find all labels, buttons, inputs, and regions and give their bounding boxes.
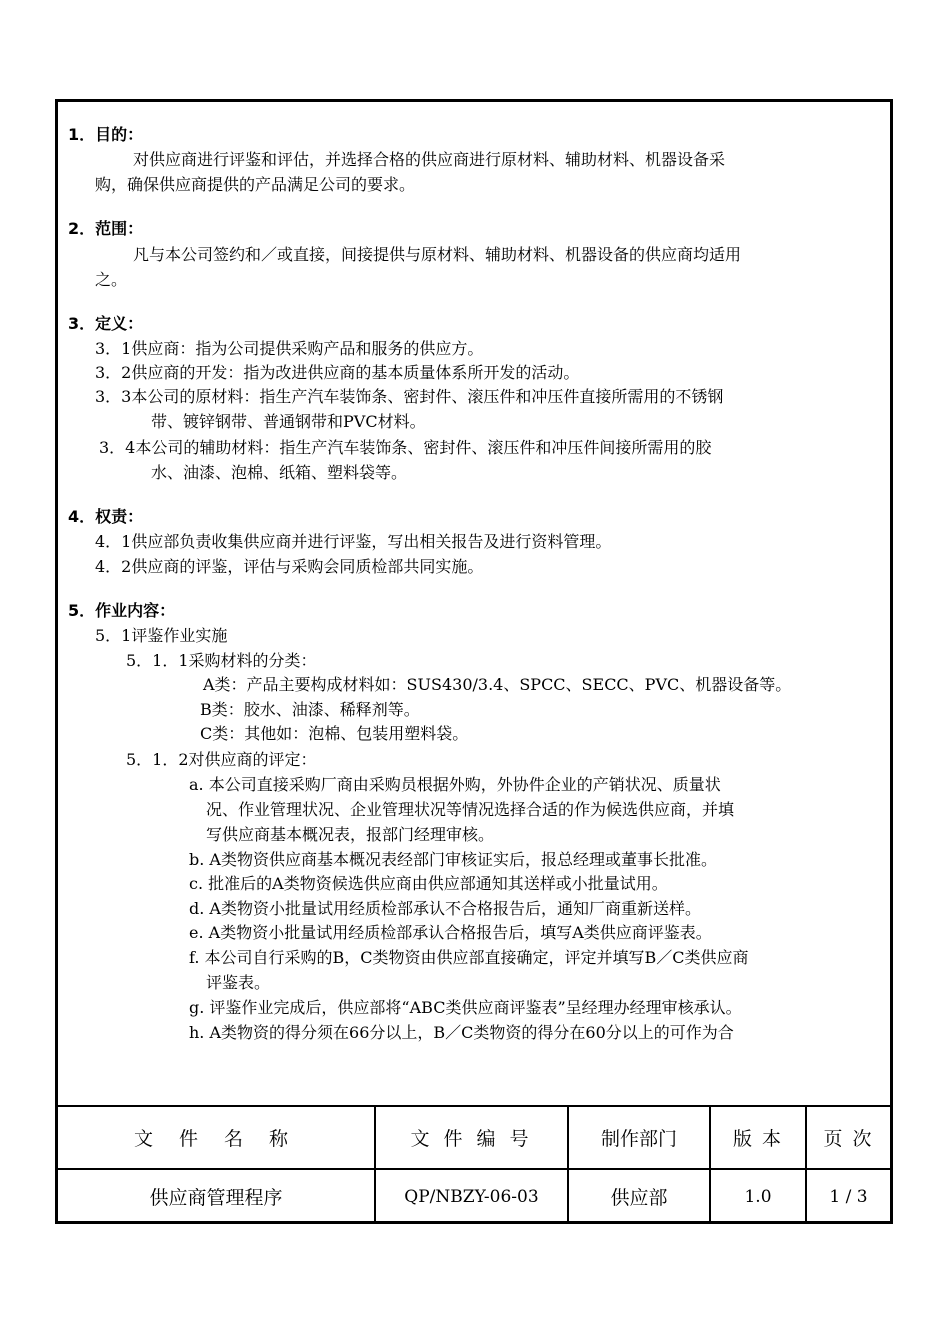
section-1-heading: 1．目的： (68, 125, 144, 144)
category-b: B类：胶水、油漆、稀释剂等。 (200, 700, 420, 719)
section-1-text-cont: 购，确保供应商提供的产品满足公司的要求。 (95, 175, 416, 194)
header-version: 版 本 (732, 1128, 784, 1150)
item-h: h. A类物资的得分须在66分以上，B／C类物资的得分在60分以上的可作为合 (189, 1023, 734, 1042)
section-4-heading: 4．权责： (68, 507, 144, 526)
item-f-cont: 评鉴表。 (206, 973, 271, 992)
value-file-code: QP/NBZY-06-03 (404, 1186, 539, 1207)
item-e: e. A类物资小批量试用经质检部承认合格报告后，填写A类供应商评鉴表。 (189, 923, 712, 942)
value-dept: 供应部 (610, 1187, 668, 1209)
document-body (58, 102, 890, 1105)
content-5-1-1: 5．1．1采购材料的分类： (126, 651, 317, 670)
value-file-name: 供应商管理程序 (149, 1187, 283, 1209)
definition-3-3-cont: 带、镀锌钢带、普通钢带和PVC材料。 (151, 412, 426, 431)
header-file-code: 文 件 编 号 (410, 1128, 533, 1150)
header-file-name: 文 件 名 称 (133, 1128, 299, 1150)
category-c: C类：其他如：泡棉、包装用塑料袋。 (200, 724, 469, 743)
definition-3-2: 3．2供应商的开发：指为改进供应商的基本质量体系所开发的活动。 (95, 363, 580, 382)
section-2-text: 凡与本公司签约和／或直接，间接提供与原材料、辅助材料、机器设备的供应商均适用 (133, 245, 742, 264)
value-page: 1 / 3 (829, 1186, 868, 1207)
section-1-text: 对供应商进行评鉴和评估，并选择合格的供应商进行原材料、辅助材料、机器设备采 (133, 150, 726, 169)
content-5-1-2: 5．1．2对供应商的评定： (126, 750, 317, 769)
item-a: a. 本公司直接采购厂商由采购员根据外购，外协件企业的产销状况、质量状 (189, 775, 721, 794)
section-2-text-cont: 之。 (95, 270, 128, 289)
responsibility-4-1: 4．1供应部负责收集供应商并进行评鉴，写出相关报告及进行资料管理。 (95, 532, 612, 551)
item-d: d. A类物资小批量试用经质检部承认不合格报告后，通知厂商重新送样。 (189, 899, 701, 918)
header-page: 页 次 (823, 1128, 874, 1150)
section-3-heading: 3．定义： (68, 314, 144, 333)
item-b: b. A类物资供应商基本概况表经部门审核证实后，报总经理或董事长批准。 (189, 850, 717, 869)
category-a: A类：产品主要构成材料如：SUS430/3.4、SPCC、SECC、PVC、机器设备等。 (203, 675, 792, 694)
definition-3-4: 3．4本公司的辅助材料：指生产汽车装饰条、密封件、滚压件和冲压件间接所需用的胶 (99, 438, 712, 457)
value-version: 1.0 (744, 1186, 772, 1207)
definition-3-3: 3．3本公司的原材料：指生产汽车装饰条、密封件、滚压件和冲压件直接所需用的不锈钢 (95, 387, 724, 406)
header-dept: 制作部门 (600, 1128, 677, 1150)
document-frame (55, 99, 893, 1224)
item-a-cont-2: 写供应商基本概况表，报部门经理审核。 (206, 825, 495, 844)
item-c: c. 批准后的A类物资候选供应商由供应部通知其送样或小批量试用。 (189, 874, 668, 893)
document-info-table (58, 1105, 890, 1223)
section-5-heading: 5．作业内容： (68, 601, 176, 620)
section-2-heading: 2．范围： (68, 219, 144, 238)
definition-3-1: 3．1供应商：指为公司提供采购产品和服务的供应方。 (95, 339, 484, 358)
item-f: f. 本公司自行采购的B，C类物资由供应部直接确定，评定并填写B／C类供应商 (189, 948, 749, 967)
item-a-cont-1: 况、作业管理状况、企业管理状况等情况选择合适的作为候选供应商，并填 (206, 800, 735, 819)
item-g: g. 评鉴作业完成后，供应部将“ABC类供应商评鉴表”呈经理办经理审核承认。 (189, 998, 742, 1017)
content-5-1: 5．1评鉴作业实施 (95, 626, 228, 645)
responsibility-4-2: 4．2供应商的评鉴，评估与采购会同质检部共同实施。 (95, 557, 484, 576)
definition-3-4-cont: 水、油漆、泡棉、纸箱、塑料袋等。 (151, 463, 408, 482)
